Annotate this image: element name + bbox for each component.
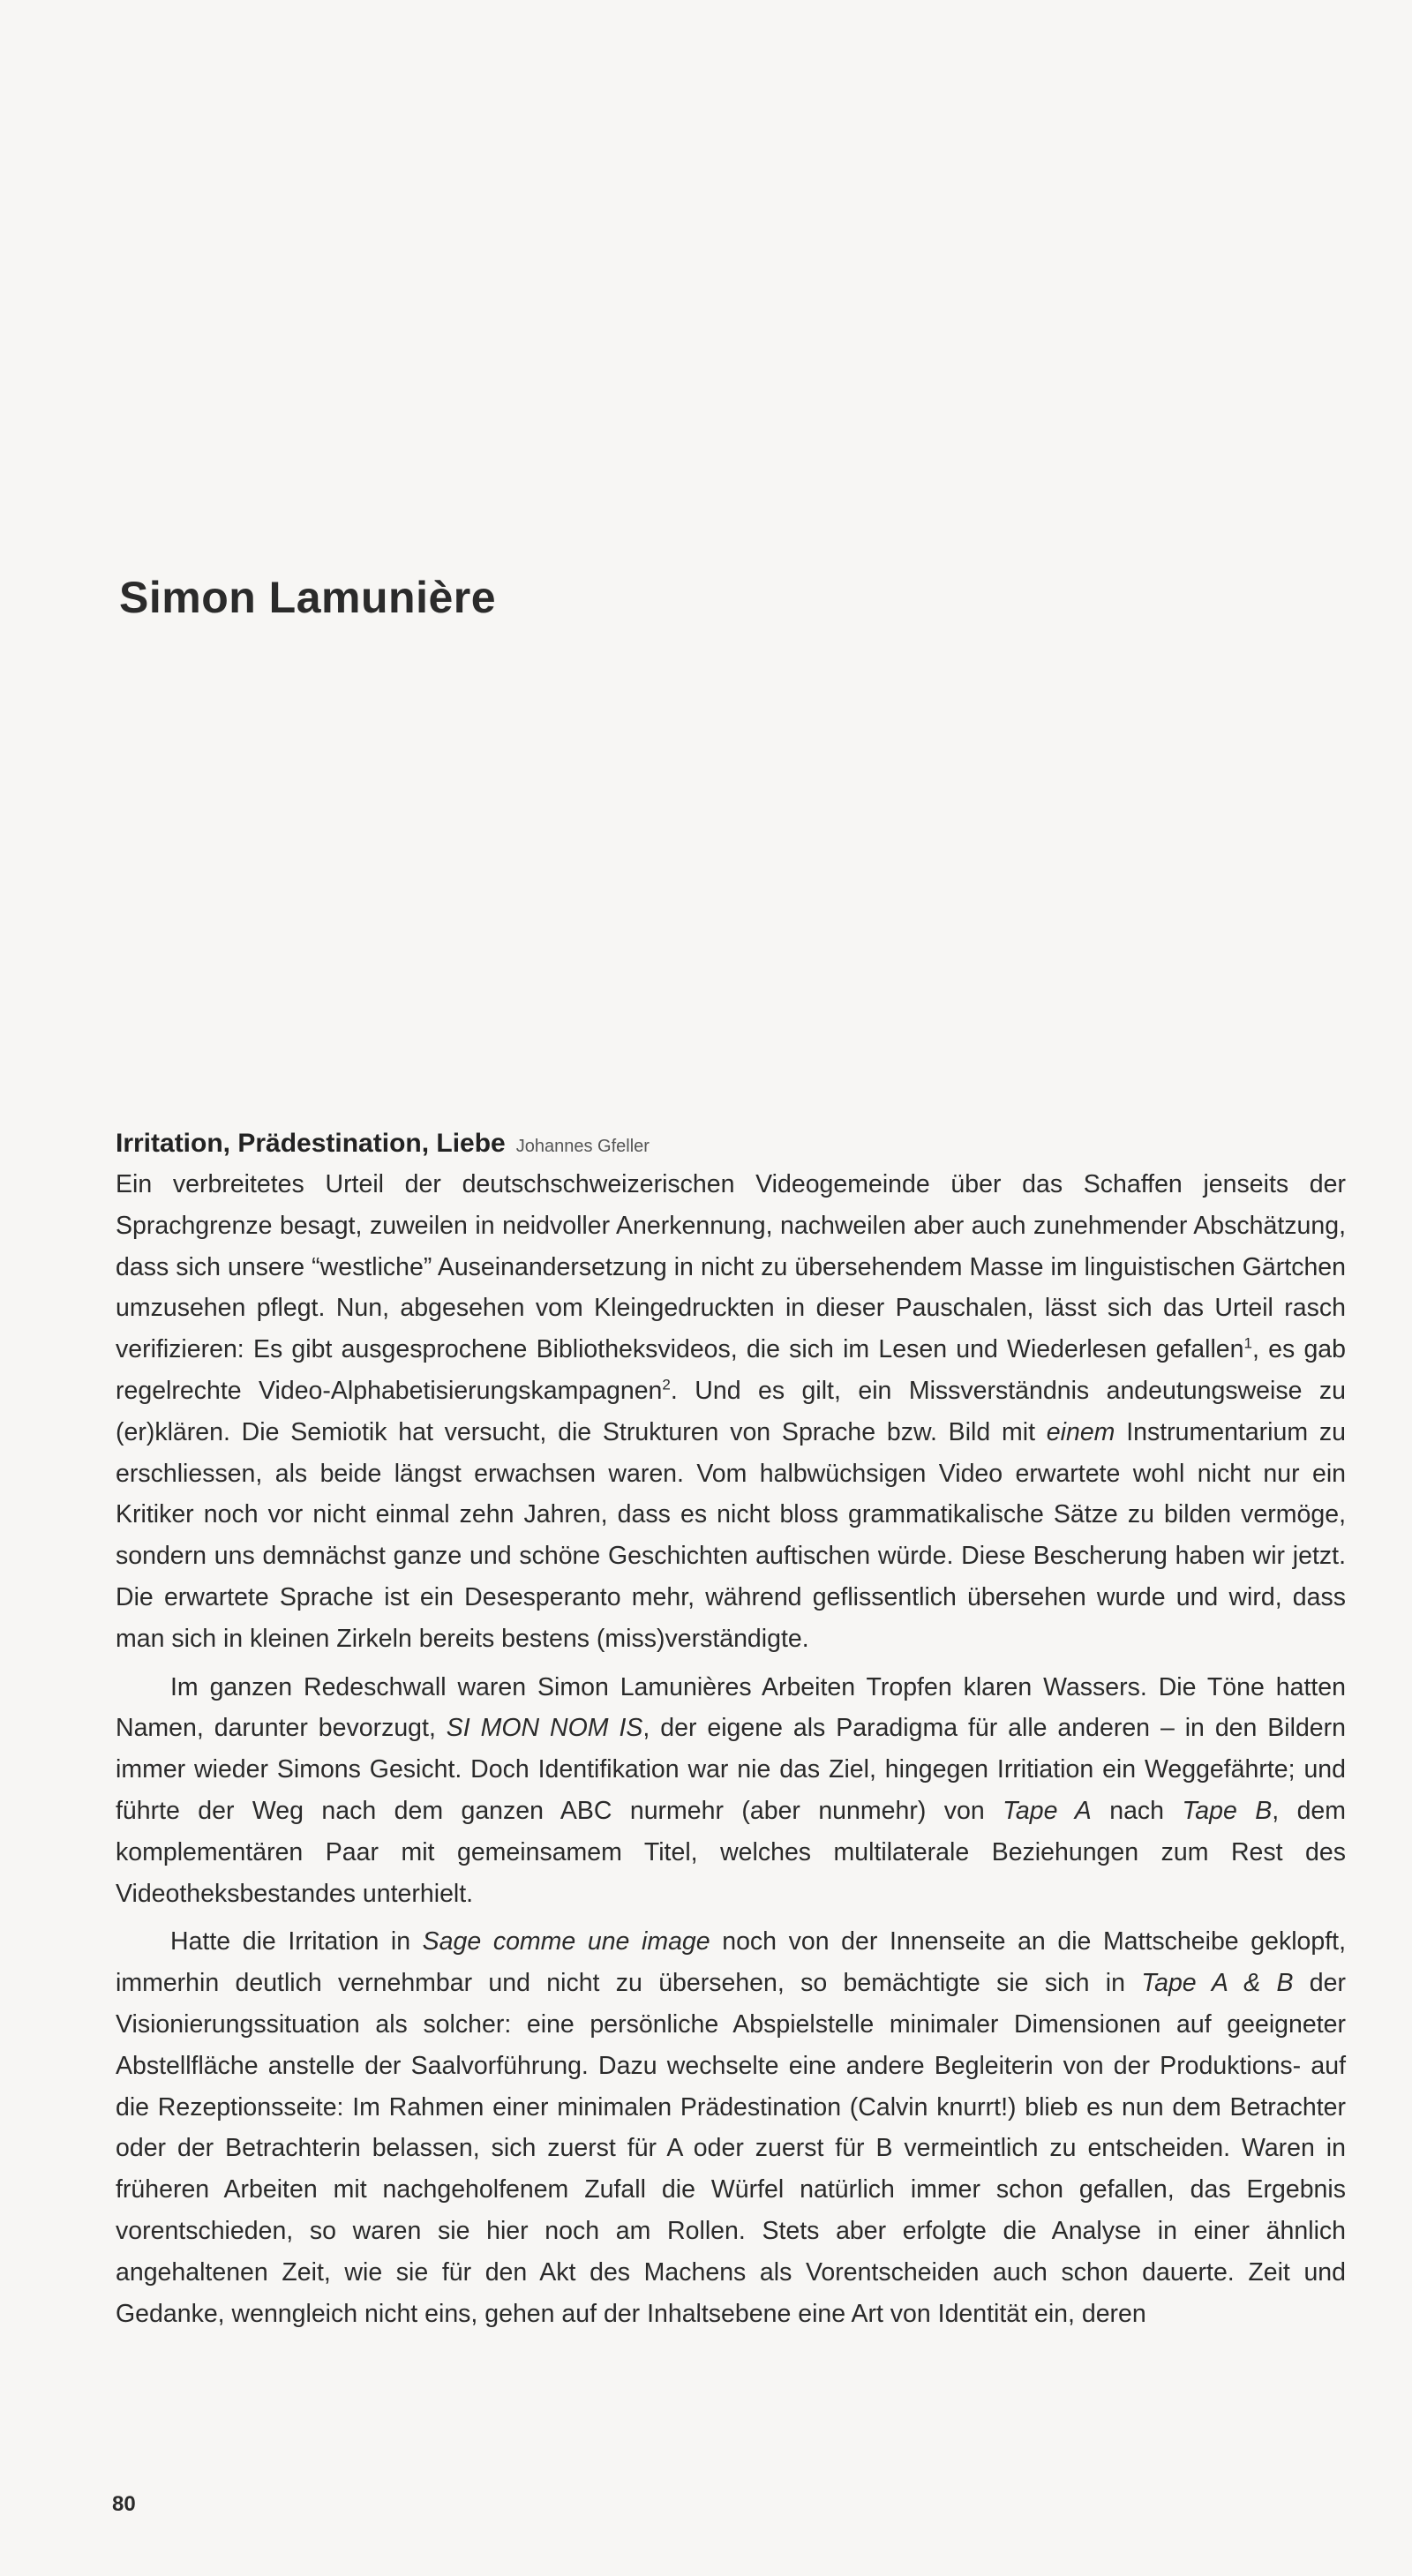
paragraph-2-text-c: nach [1091, 1796, 1183, 1825]
page-title: Simon Lamunière [119, 573, 497, 622]
paragraph-2-text-b: , der eigene als Paradigma für alle anderen – in den Bildern immer wieder Simons Gesicht. Doch Identifikation war nie das Ziel, hingegen Irritiation ein Weggefährte; und führte der Weg nach dem ganzen ABC nurmehr (aber nunmehr) von [116, 1714, 1347, 1825]
paragraph-1-emphasis: einem [1046, 1417, 1115, 1446]
work-title-sage-comme-une-image: Sage comme une image [422, 1927, 710, 1956]
article-title: Irritation, Prädestination, Liebe [116, 1129, 506, 1158]
paragraph-3-text-b: noch von der Innenseite an die Mattscheibe geklopft, immerhin deutlich vernehmbar und nicht zu übersehen, so bemächtigte sie sich in [116, 1927, 1346, 1998]
page-number: 80 [112, 2492, 136, 2516]
paragraph-1-text-b: , es gab regelrechte Video-Alphabetisierungskampagnen [116, 1335, 1347, 1405]
paragraph-3 [116, 1921, 1346, 2334]
paragraph-2-text-a: Im ganzen Redeschwall waren Simon Lamunières Arbeiten Tropfen klaren Wassers. Die Töne hatten Namen, darunter bevorzugt, [116, 1672, 1346, 1743]
article-author: Johannes Gfeller [515, 1137, 650, 1156]
footnote-ref-1: 1 [1243, 1334, 1252, 1352]
work-title-tape-b: Tape B [1182, 1796, 1273, 1825]
article-heading [116, 1123, 1346, 1164]
paragraph-1-text-d: Instrumentarium zu erschliessen, als beide längst erwachsen waren. Vom halbwüchsigen Video erwartete wohl nicht nur ein Kritiker noch vor nicht einmal zehn Jahren, dass es nicht bloss grammatikalische Sätze zu bilden vermöge, sondern uns demnächst ganze und schöne Geschichten auftischen würde. Diese Bescherung haben wir jetzt. Die erwartete Sprache ist ein Desesperanto mehr, während geflissentlich übersehen wurde und wird, dass man sich in kleinen Zirkeln bereits bestens (miss)verständigte. [116, 1417, 1346, 1653]
work-title-tape-a-b: Tape A & B [1141, 1969, 1294, 1998]
article [116, 1123, 1346, 2334]
paragraph-2 [116, 1667, 1346, 1915]
paragraph-2-text-d: , dem komplementären Paar mit gemeinsamem Titel, welches multilaterale Beziehungen zum Rest des Videotheksbestandes unterhielt. [116, 1796, 1347, 1908]
paragraph-1 [116, 1164, 1346, 1660]
footnote-ref-2: 2 [662, 1376, 671, 1393]
work-title-si-mon-nom-is: SI MON NOM IS [446, 1714, 643, 1743]
paragraph-1-text-a: Ein verbreitetes Urteil der deutschschweizerischen Videogemeinde über das Schaffen jenseits der Sprachgrenze besagt, zuweilen in neidvoller Anerkennung, nachweilen aber auch zunehmender Abschätzung, dass sich unsere “westliche” Auseinandersetzung in nicht zu übersehendem Masse im linguistischen Gärtchen umzusehen pflegt. Nun, abgesehen vom Kleingedruckten in dieser Pauschalen, lässt sich das Urteil rasch verifizieren: Es gibt ausgesprochene Bibliotheksvideos, die sich im Lesen und Wiederlesen gefallen [116, 1170, 1346, 1364]
paragraph-3-text-a: Hatte die Irritation in [170, 1927, 423, 1956]
work-title-tape-a: Tape A [1003, 1796, 1092, 1825]
paragraph-3-text-c: der Visionierungssituation als solcher: eine persönliche Abspielstelle minimaler Dimensionen auf geeigneter Abstellfläche anstelle der Saalvorführung. Dazu wechselte eine andere Begleiterin von der Produktions- auf die Rezeptionsseite: Im Rahmen einer minimalen Prädestination (Calvin knurrt!) blieb es nun dem Betrachter oder der Betrachterin belassen, sich zuerst für A oder zuerst für B vermeintlich zu entscheiden. Waren in früheren Arbeiten mit nachgeholfenem Zufall die Würfel natürlich immer schon gefallen, das Ergebnis vorentschieden, so waren sie hier noch am Rollen. Stets aber erfolgte die Analyse in einer ähnlich angehaltenen Zeit, wie sie für den Akt des Machens als Vorentscheiden auch schon dauerte. Zeit und Gedanke, wenngleich nicht eins, gehen auf der Inhaltsebene eine Art von Identität ein, deren [116, 1969, 1346, 2328]
paragraph-1-text-c: . Und es gilt, ein Missverständnis andeutungsweise zu (er)klären. Die Semiotik hat versucht, die Strukturen von Sprache bzw. Bild mit [116, 1376, 1346, 1446]
